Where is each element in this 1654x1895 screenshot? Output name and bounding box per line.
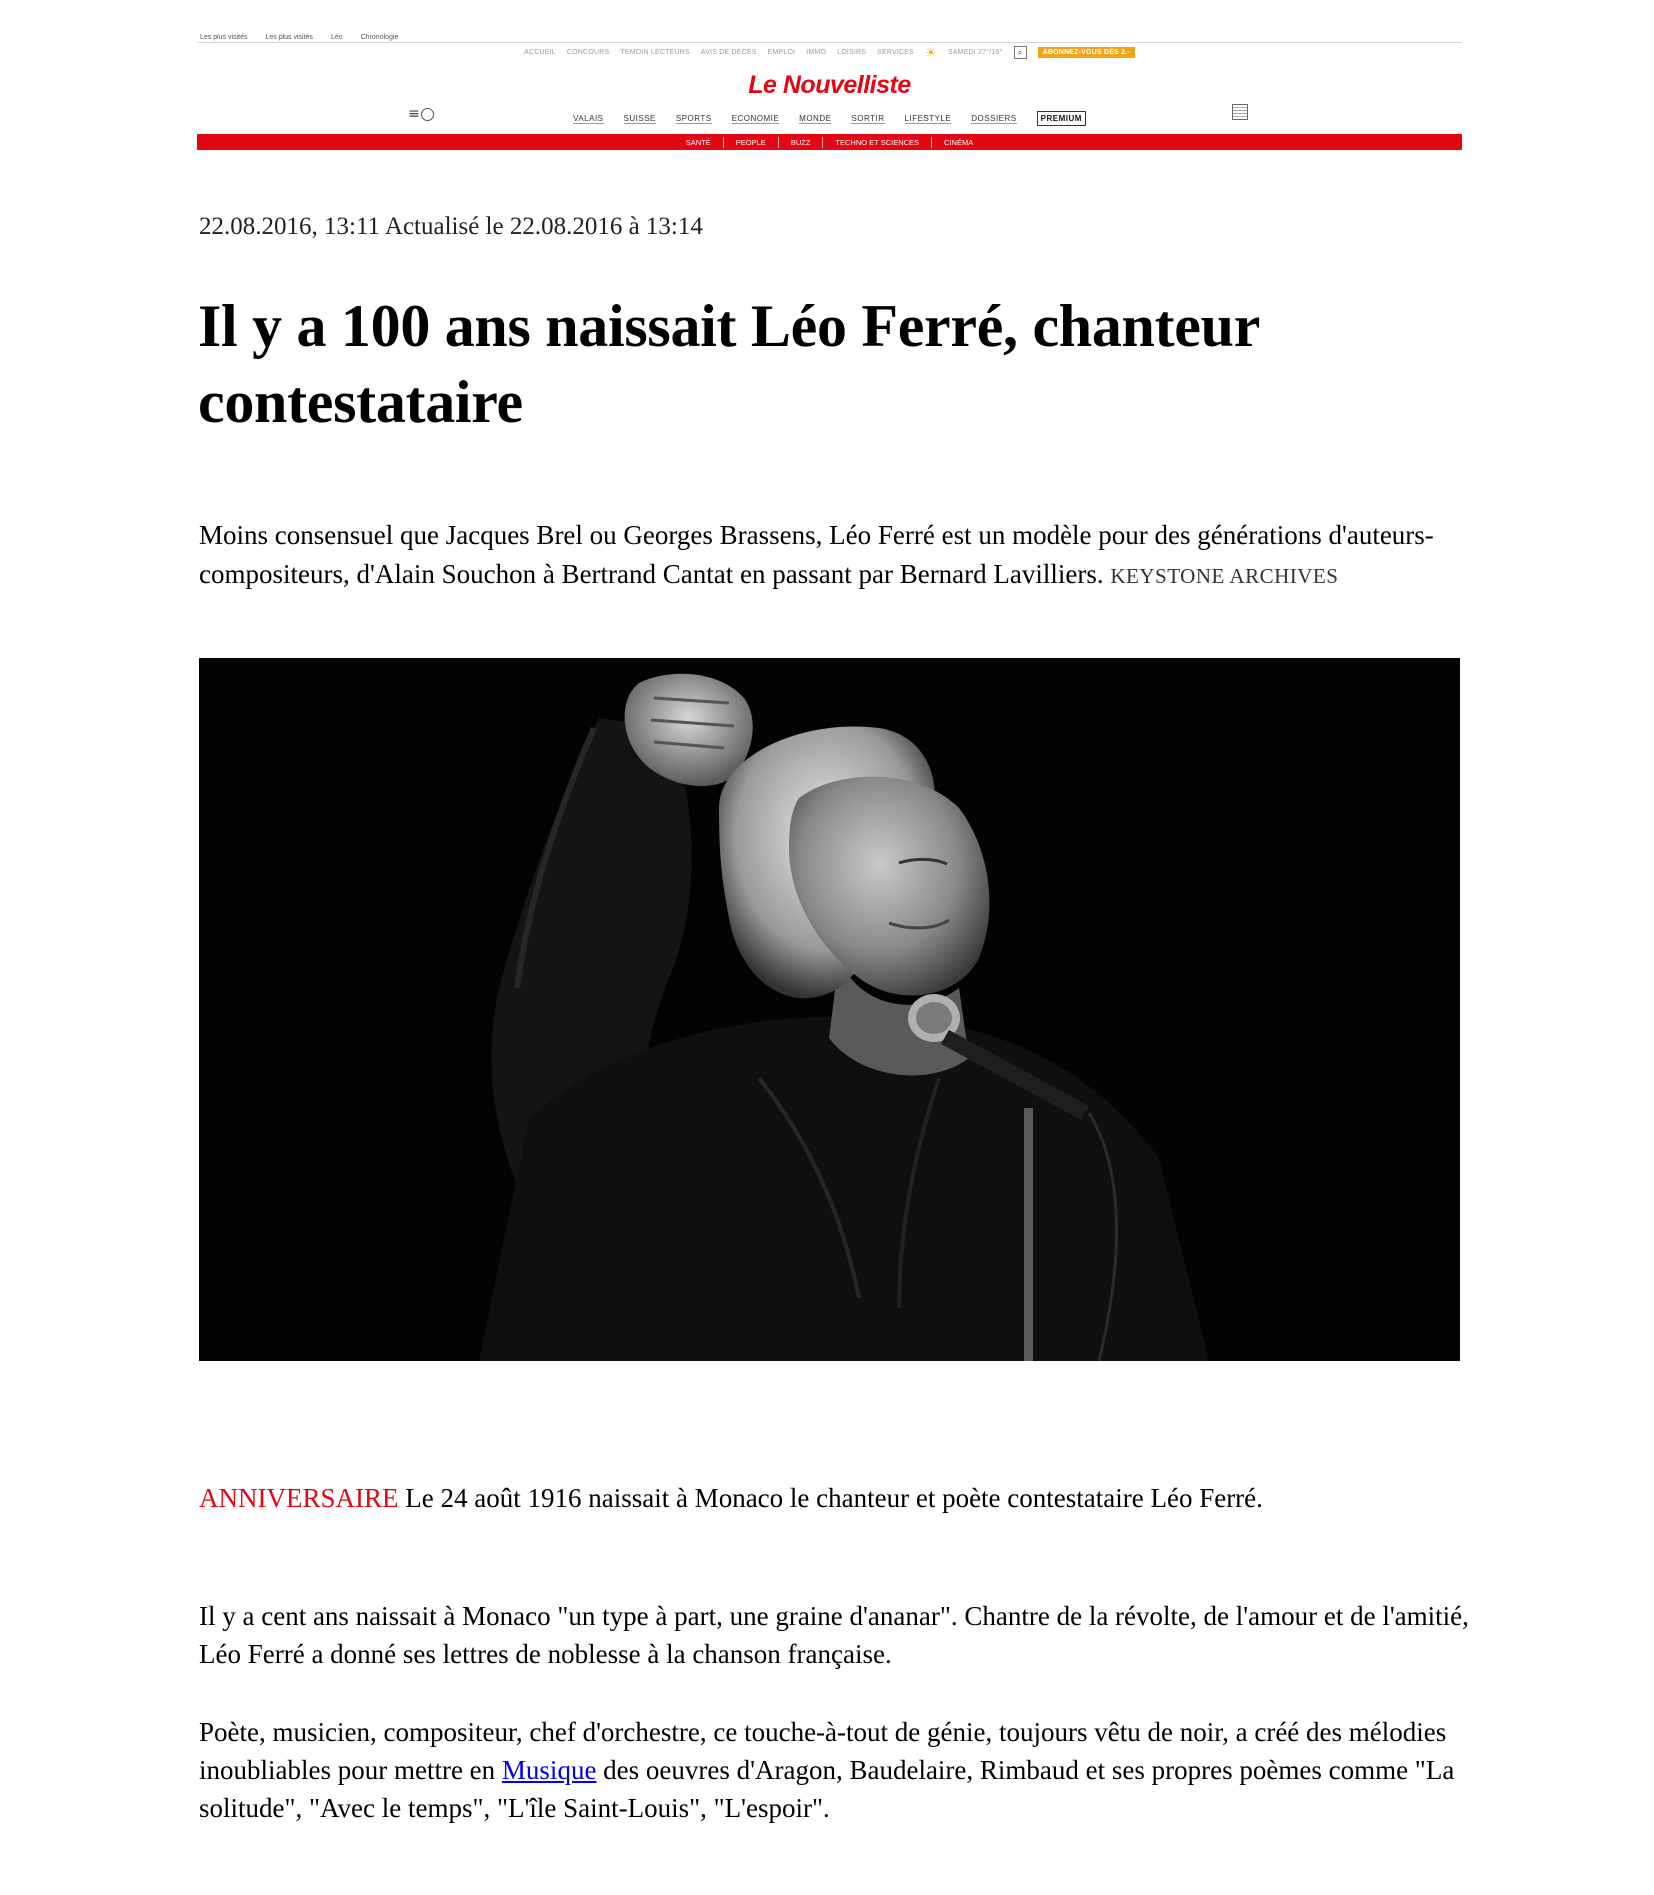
- mainnav-item[interactable]: LIFESTYLE: [904, 113, 952, 123]
- article-dateline: 22.08.2016, 13:11 Actualisé le 22.08.2016 à 13:14: [199, 213, 703, 240]
- mainnav-item[interactable]: MONDE: [799, 113, 832, 123]
- article-lead: [199, 1479, 1469, 1517]
- subnav-item[interactable]: SANTÉ: [685, 137, 711, 147]
- paragraph-text: des oeuvres d'Aragon, Baudelaire, Rimbaud et ses propres poèmes comme "La solitude", "Avec le temps", "L'île Saint-Louis", "L'espoir".: [199, 1755, 1455, 1823]
- mainnav-item[interactable]: SORTIR: [851, 113, 885, 123]
- singer-photo-illustration: [199, 658, 1460, 1361]
- article-title: Il y a 100 ans naissait Léo Ferré, chanteur contestataire: [198, 293, 1259, 435]
- bookmark-link[interactable]: Chronologie: [360, 34, 399, 41]
- weather-date: SAMEDI 27°/16°: [947, 49, 1003, 56]
- caption-text: Moins consensuel que Jacques Brel ou Georges Brassens, Léo Ferré est un modèle pour des générations d'auteurs-compositeurs, d'Alain Souchon à Bertrand Cantat en passant par Bernard Lavilliers.: [199, 520, 1434, 589]
- weather-sun-icon: ☀: [925, 44, 937, 60]
- topnav-item[interactable]: EMPLOI: [767, 49, 796, 56]
- hamburger-menu-icon[interactable]: ≡: [408, 106, 420, 122]
- subnav-item[interactable]: BUZZ: [778, 137, 823, 148]
- lead-text: Le 24 août 1916 naissait à Monaco le chanteur et poète contestataire Léo Ferré.: [405, 1483, 1263, 1513]
- topnav-item[interactable]: SERVICES: [877, 49, 915, 56]
- mainnav-item[interactable]: SUISSE: [623, 113, 656, 123]
- photo-caption: [199, 516, 1469, 596]
- article-photo: [199, 658, 1460, 1361]
- subnav-item[interactable]: TECHNO ET SCIENCES: [822, 137, 931, 148]
- subnav-item[interactable]: PEOPLE: [723, 137, 778, 148]
- article-paragraph: [199, 1713, 1469, 1827]
- topnav-item[interactable]: ACCUEIL: [524, 49, 556, 56]
- top-nav: [197, 46, 1462, 59]
- musique-link[interactable]: Musique: [501, 1755, 597, 1785]
- mainnav-item[interactable]: ECONOMIE: [731, 113, 780, 123]
- divider: [197, 42, 1462, 43]
- bookmark-link[interactable]: Les plus visités: [200, 34, 248, 41]
- article-kicker: ANNIVERSAIRE: [199, 1483, 399, 1513]
- paragraph-text: Poète, musicien, compositeur, chef d'orchestre, ce touche-à-tout de génie, toujours vêtu de noir, a créé des mélodies inoubliables pour mettre en: [199, 1717, 1447, 1785]
- subnav-item[interactable]: CINÉMA: [931, 137, 985, 148]
- search-icon[interactable]: ⌕: [1014, 46, 1027, 59]
- topnav-item[interactable]: LOISIRS: [837, 49, 867, 56]
- article-paragraph: Il y a cent ans naissait à Monaco "un type à part, une graine d'ananar". Chantre de la révolte, de l'amour et de l'amitié, Léo Ferré a donné ses lettres de noblesse à la chanson française.: [199, 1601, 1469, 1669]
- epaper-icon[interactable]: [1232, 104, 1248, 120]
- photo-credit: KEYSTONE ARCHIVES: [1110, 564, 1339, 588]
- main-nav: [197, 111, 1462, 126]
- sub-nav-bar: [197, 134, 1462, 150]
- bookmark-link[interactable]: Léo: [330, 34, 343, 41]
- mainnav-item[interactable]: DOSSIERS: [971, 113, 1017, 123]
- topnav-item[interactable]: CONCOURS: [566, 49, 610, 56]
- topnav-item[interactable]: IMMO: [806, 49, 827, 56]
- premium-button[interactable]: PREMIUM: [1037, 111, 1086, 126]
- site-logo[interactable]: Le Nouvelliste: [748, 71, 911, 99]
- subscribe-button[interactable]: ABONNEZ-VOUS DÈS 2.-: [1038, 47, 1135, 58]
- topnav-item[interactable]: AVIS DE DECES: [700, 49, 757, 56]
- mainnav-item[interactable]: VALAIS: [573, 113, 604, 123]
- bookmark-link[interactable]: Les plus visités: [265, 34, 313, 41]
- site-header: [197, 34, 1462, 150]
- mainnav-item[interactable]: SPORTS: [675, 113, 712, 123]
- topnav-item[interactable]: TEMOIN LECTEURS: [620, 49, 690, 56]
